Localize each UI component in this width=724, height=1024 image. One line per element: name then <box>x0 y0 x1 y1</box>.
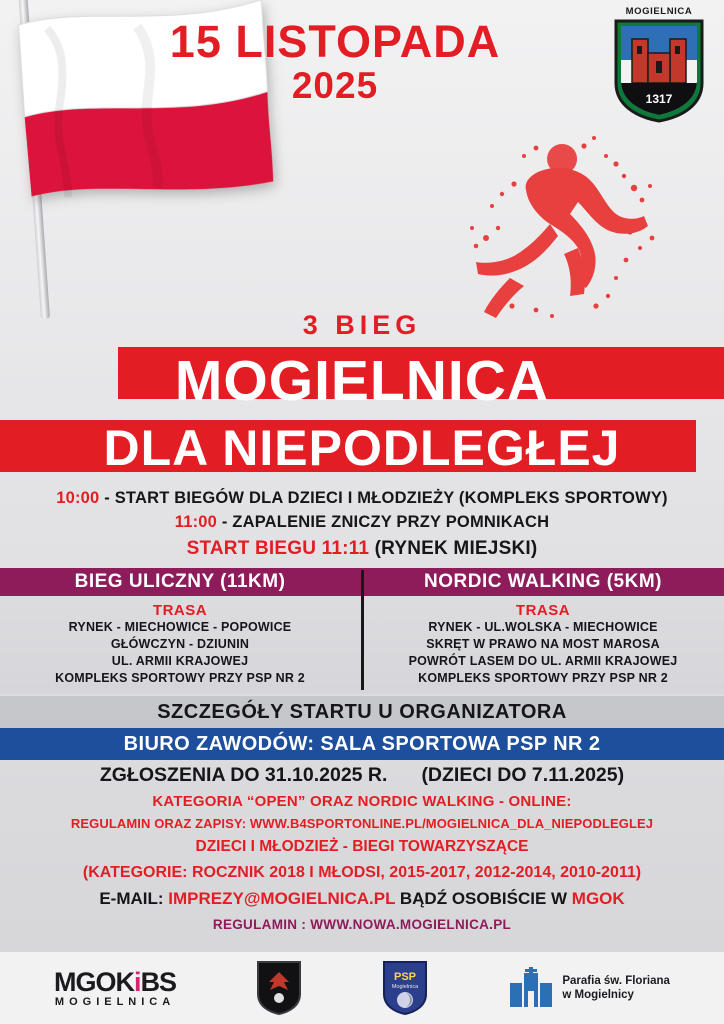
route-line: RYNEK - MIECHOWICE - POPOWICE <box>68 620 292 634</box>
email-suffix: MGOK <box>571 889 625 908</box>
schedule-row <box>0 510 724 534</box>
kids-line: DZIECI I MŁODZIEŻ - BIEGI TOWARZYSZĄCE <box>195 838 529 855</box>
office-bar-text: BIURO ZAWODÓW: SALA SPORTOWA PSP NR 2 <box>123 733 601 755</box>
logo-mgok <box>54 968 176 1008</box>
routes-section <box>0 568 724 694</box>
office-bar <box>0 728 724 760</box>
route-line: POWRÓT LASEM DO UL. ARMII KRAJOWEJ <box>408 654 678 668</box>
email-mid: BĄDŹ OSOBIŚCIE W <box>395 889 572 908</box>
runner-silhouette-icon <box>466 128 666 328</box>
parafia-line2: w Mogielnicy <box>562 989 634 1001</box>
route-line: GŁÓWCZYN - DZIUNIN <box>110 637 250 651</box>
start-time-location: (RYNEK MIEJSKI) <box>369 538 538 559</box>
route-column-nordic <box>364 568 722 687</box>
event-title-line1: MOGIELNICA <box>174 349 550 413</box>
event-edition: 3 BIEG <box>302 310 422 340</box>
parafia-line1: Parafia św. Floriana <box>562 975 670 987</box>
route-line: KOMPLEKS SPORTOWY PRZY PSP NR 2 <box>55 671 305 685</box>
psp-sub: Mogielnica <box>392 984 419 990</box>
psp-shield-icon <box>382 960 428 1016</box>
route-heading-nordic: NORDIC WALKING (5KM) <box>424 571 662 592</box>
regulamin-line[interactable]: REGULAMIN : WWW.NOWA.MOGIELNICA.PL <box>212 917 512 932</box>
logo-psp <box>382 960 428 1016</box>
logo-mgok-main: MGOK <box>54 967 135 997</box>
coat-of-arms <box>608 6 710 132</box>
deadline-row <box>0 760 724 790</box>
parafia-text <box>562 974 670 1002</box>
route-trasa-label-run: TRASA <box>152 602 208 619</box>
schedule-block <box>0 486 724 563</box>
start-time-highlight: START BIEGU 11:11 <box>186 538 370 559</box>
schedule-text-0: - START BIEGÓW DLA DZIECI I MŁODZIEŻY (KOMPLEKS SPORTOWY) <box>99 489 668 507</box>
footer-logos <box>0 952 724 1024</box>
logo-mgok-sub: MOGIELNICA <box>54 996 176 1008</box>
route-column-run <box>0 568 360 687</box>
event-date-line2: 2025 <box>291 65 379 106</box>
deadline-kids: (DZIECI DO 7.11.2025) <box>421 764 625 786</box>
logo-mgok-name <box>54 968 176 996</box>
crest-shield <box>612 19 706 123</box>
registration-line[interactable]: REGULAMIN ORAZ ZAPISY: WWW.B4SPORTONLINE.PL/MOGIELNICA_DLA_NIEPODLEGLEJ <box>70 816 654 831</box>
route-line: UL. ARMII KRAJOWEJ <box>111 654 249 668</box>
route-line: RYNEK - UL.WOLSKA - MIECHOWICE <box>428 620 658 634</box>
email-prefix: E-MAIL: <box>99 889 169 908</box>
start-time-row <box>0 534 724 563</box>
church-icon <box>508 967 554 1009</box>
event-date-line1: 15 LISTOPADA <box>169 16 501 67</box>
event-title-line2: DLA NIEPODLEGŁEJ <box>103 420 621 476</box>
svg-text:1317: 1317 <box>645 92 673 106</box>
email-address[interactable]: IMPREZY@MOGIELNICA.PL <box>168 889 396 908</box>
route-trasa-label-nordic: TRASA <box>515 602 571 619</box>
route-line: KOMPLEKS SPORTOWY PRZY PSP NR 2 <box>418 671 668 685</box>
info-block <box>0 760 724 937</box>
eagle-shield-icon <box>256 960 302 1016</box>
route-heading-run: BIEG ULICZNY (11KM) <box>74 571 286 592</box>
details-bar-text: SZCZEGÓŁY STARTU U ORGANIZATORA <box>157 701 567 723</box>
schedule-text-1: - ZAPALENIE ZNICZY PRZY POMNIKACH <box>217 513 550 531</box>
event-date <box>120 18 550 106</box>
schedule-time-0: 10:00 <box>56 489 100 507</box>
categories-line: (KATEGORIE: ROCZNIK 2018 I MŁODSI, 2015-2017, 2012-2014, 2010-2011) <box>82 864 642 881</box>
email-row <box>0 885 724 913</box>
schedule-row <box>0 486 724 510</box>
psp-label: PSP <box>394 971 417 983</box>
logo-eagle-badge <box>256 960 302 1016</box>
logo-parafia <box>508 967 670 1009</box>
details-bar <box>0 696 724 728</box>
crest-label: MOGIELNICA <box>625 6 693 17</box>
category-line: KATEGORIA “OPEN” ORAZ NORDIC WALKING - ONLINE: <box>152 793 572 810</box>
route-line: SKRĘT W PRAWO NA MOST MAROSA <box>426 637 660 651</box>
logo-mgok-i: i <box>134 967 141 997</box>
schedule-time-1: 11:00 <box>174 513 218 531</box>
logo-mgok-bs: BS <box>140 967 177 997</box>
deadline-main: ZGŁOSZENIA DO 31.10.2025 R. <box>99 764 388 786</box>
